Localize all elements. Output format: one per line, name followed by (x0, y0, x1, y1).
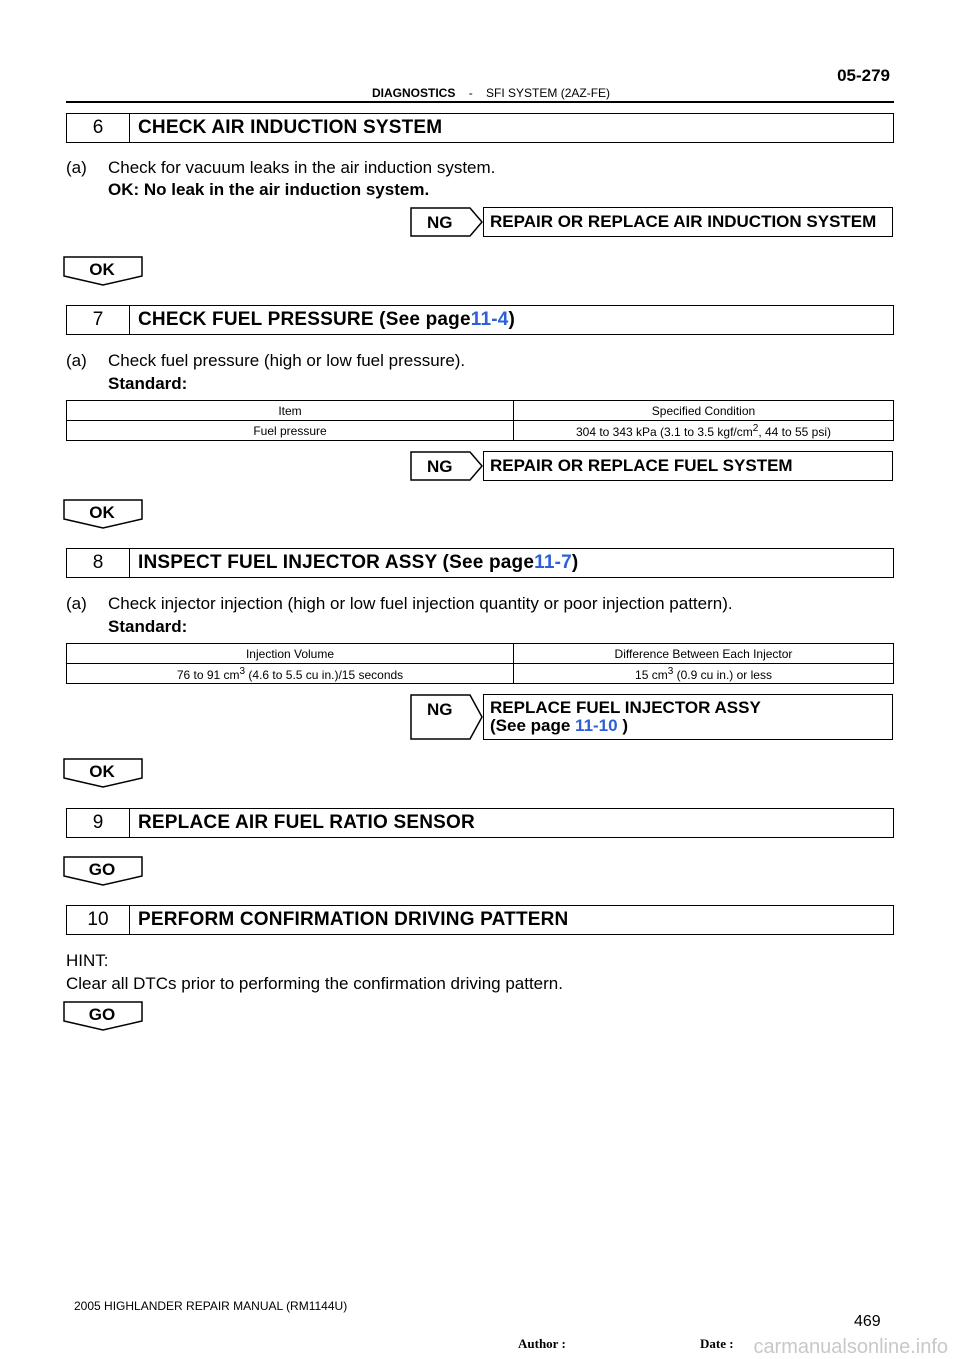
step-6-item-a-label: (a) (66, 158, 87, 177)
manual-title: 2005 HIGHLANDER REPAIR MANUAL (RM1144U) (74, 1299, 348, 1313)
step-6-ng-action: REPAIR OR REPLACE AIR INDUCTION SYSTEM (483, 207, 893, 237)
step-number: 7 (67, 306, 130, 334)
header-rule (66, 101, 894, 103)
step-7-item-a-text: Check fuel pressure (high or low fuel pressure). (108, 351, 466, 370)
step-8-standard-label: Standard: (108, 617, 188, 636)
step-9-result: GO (88, 860, 116, 879)
cell-text: , 44 to 55 psi) (758, 424, 832, 439)
author-label: Author : (518, 1336, 566, 1351)
table-header-row (67, 401, 894, 421)
ng-action-line (490, 717, 892, 735)
table-header: Injection Volume (67, 644, 514, 664)
step-title (130, 306, 515, 334)
step-7-header (66, 305, 894, 335)
watermark: carmanualsonline.info (753, 1336, 948, 1358)
step-6-result: OK (89, 260, 115, 279)
step-6-ok-criteria: OK: No leak in the air induction system. (108, 180, 430, 199)
header-section: DIAGNOSTICS (372, 86, 456, 100)
step-8-header (66, 548, 894, 578)
step-7-item-a-label: (a) (66, 351, 87, 370)
cell-text: (4.6 to 5.5 cu in.)/15 seconds (245, 667, 404, 682)
table-header: Specified Condition (514, 401, 894, 421)
cell-text: 304 to 343 kPa (3.1 to 3.5 kgf/cm (575, 424, 753, 439)
step-title: CHECK AIR INDUCTION SYSTEM (138, 117, 443, 138)
step-6-item-a-text: Check for vacuum leaks in the air induction system. (108, 158, 496, 177)
page-link[interactable]: 11-10 (575, 716, 618, 735)
cell-superscript: 3 (667, 665, 674, 677)
cell-superscript: 2 (752, 422, 759, 434)
step-title-suffix: ) (571, 552, 579, 573)
page-code: 05-279 (837, 66, 890, 85)
step-8-result: OK (89, 762, 115, 781)
step-8-ng-label: NG (427, 700, 453, 719)
step-9-header (66, 808, 894, 838)
table-cell: Fuel pressure (67, 421, 514, 441)
cell-text: 76 to 91 cm (176, 667, 240, 682)
page-link[interactable]: 11-7 (534, 552, 572, 573)
table-header: Item (67, 401, 514, 421)
step-number: 8 (67, 549, 130, 577)
step-title-suffix: ) (508, 309, 516, 330)
injection-volume-table (66, 643, 894, 684)
step-7-ng-label: NG (427, 457, 453, 476)
ng-action-text: (See page (490, 716, 576, 735)
cell-text: 15 cm (635, 667, 668, 682)
cell-superscript: 3 (239, 665, 246, 677)
table-cell (67, 664, 514, 684)
step-title: PERFORM CONFIRMATION DRIVING PATTERN (138, 909, 569, 930)
step-8-item-a-label: (a) (66, 594, 87, 613)
step-title-text: INSPECT FUEL INJECTOR ASSY (See page (138, 552, 535, 573)
page-number: 469 (854, 1313, 881, 1330)
step-8-item-a-text: Check injector injection (high or low fuel injection quantity or poor injection pattern). (108, 594, 733, 613)
hint-text: Clear all DTCs prior to performing the confirmation driving pattern. (66, 974, 563, 993)
step-6-header (66, 113, 894, 143)
table-cell (514, 421, 894, 441)
header-subsection: SFI SYSTEM (2AZ-FE) (486, 86, 611, 100)
step-6-ng-label: NG (427, 213, 453, 232)
step-8-ng-action (483, 694, 893, 740)
page-link[interactable]: 11-4 (470, 309, 509, 330)
hint-label: HINT: (66, 951, 109, 970)
fuel-pressure-table (66, 400, 894, 441)
table-header: Difference Between Each Injector (514, 644, 894, 664)
step-7-result: OK (89, 503, 115, 522)
step-title-text: CHECK FUEL PRESSURE (See page (138, 309, 471, 330)
step-title (130, 549, 578, 577)
header-separator: - (468, 86, 473, 100)
step-number: 10 (67, 906, 130, 934)
ng-action-line: REPLACE FUEL INJECTOR ASSY (490, 698, 761, 717)
table-cell (514, 664, 894, 684)
table-header-row (67, 644, 894, 664)
step-number: 6 (67, 114, 130, 142)
date-label: Date : (700, 1336, 734, 1351)
table-row (67, 421, 894, 441)
step-title: REPLACE AIR FUEL RATIO SENSOR (138, 812, 475, 833)
table-row (67, 664, 894, 684)
step-7-standard-label: Standard: (108, 374, 188, 393)
ng-action-text: ) (617, 716, 628, 735)
step-7-ng-action: REPAIR OR REPLACE FUEL SYSTEM (483, 451, 893, 481)
step-10-header (66, 905, 894, 935)
page-header (372, 86, 610, 100)
cell-text: (0.9 cu in.) or less (673, 667, 772, 682)
step-number: 9 (67, 809, 130, 837)
step-10-result: GO (88, 1005, 116, 1024)
